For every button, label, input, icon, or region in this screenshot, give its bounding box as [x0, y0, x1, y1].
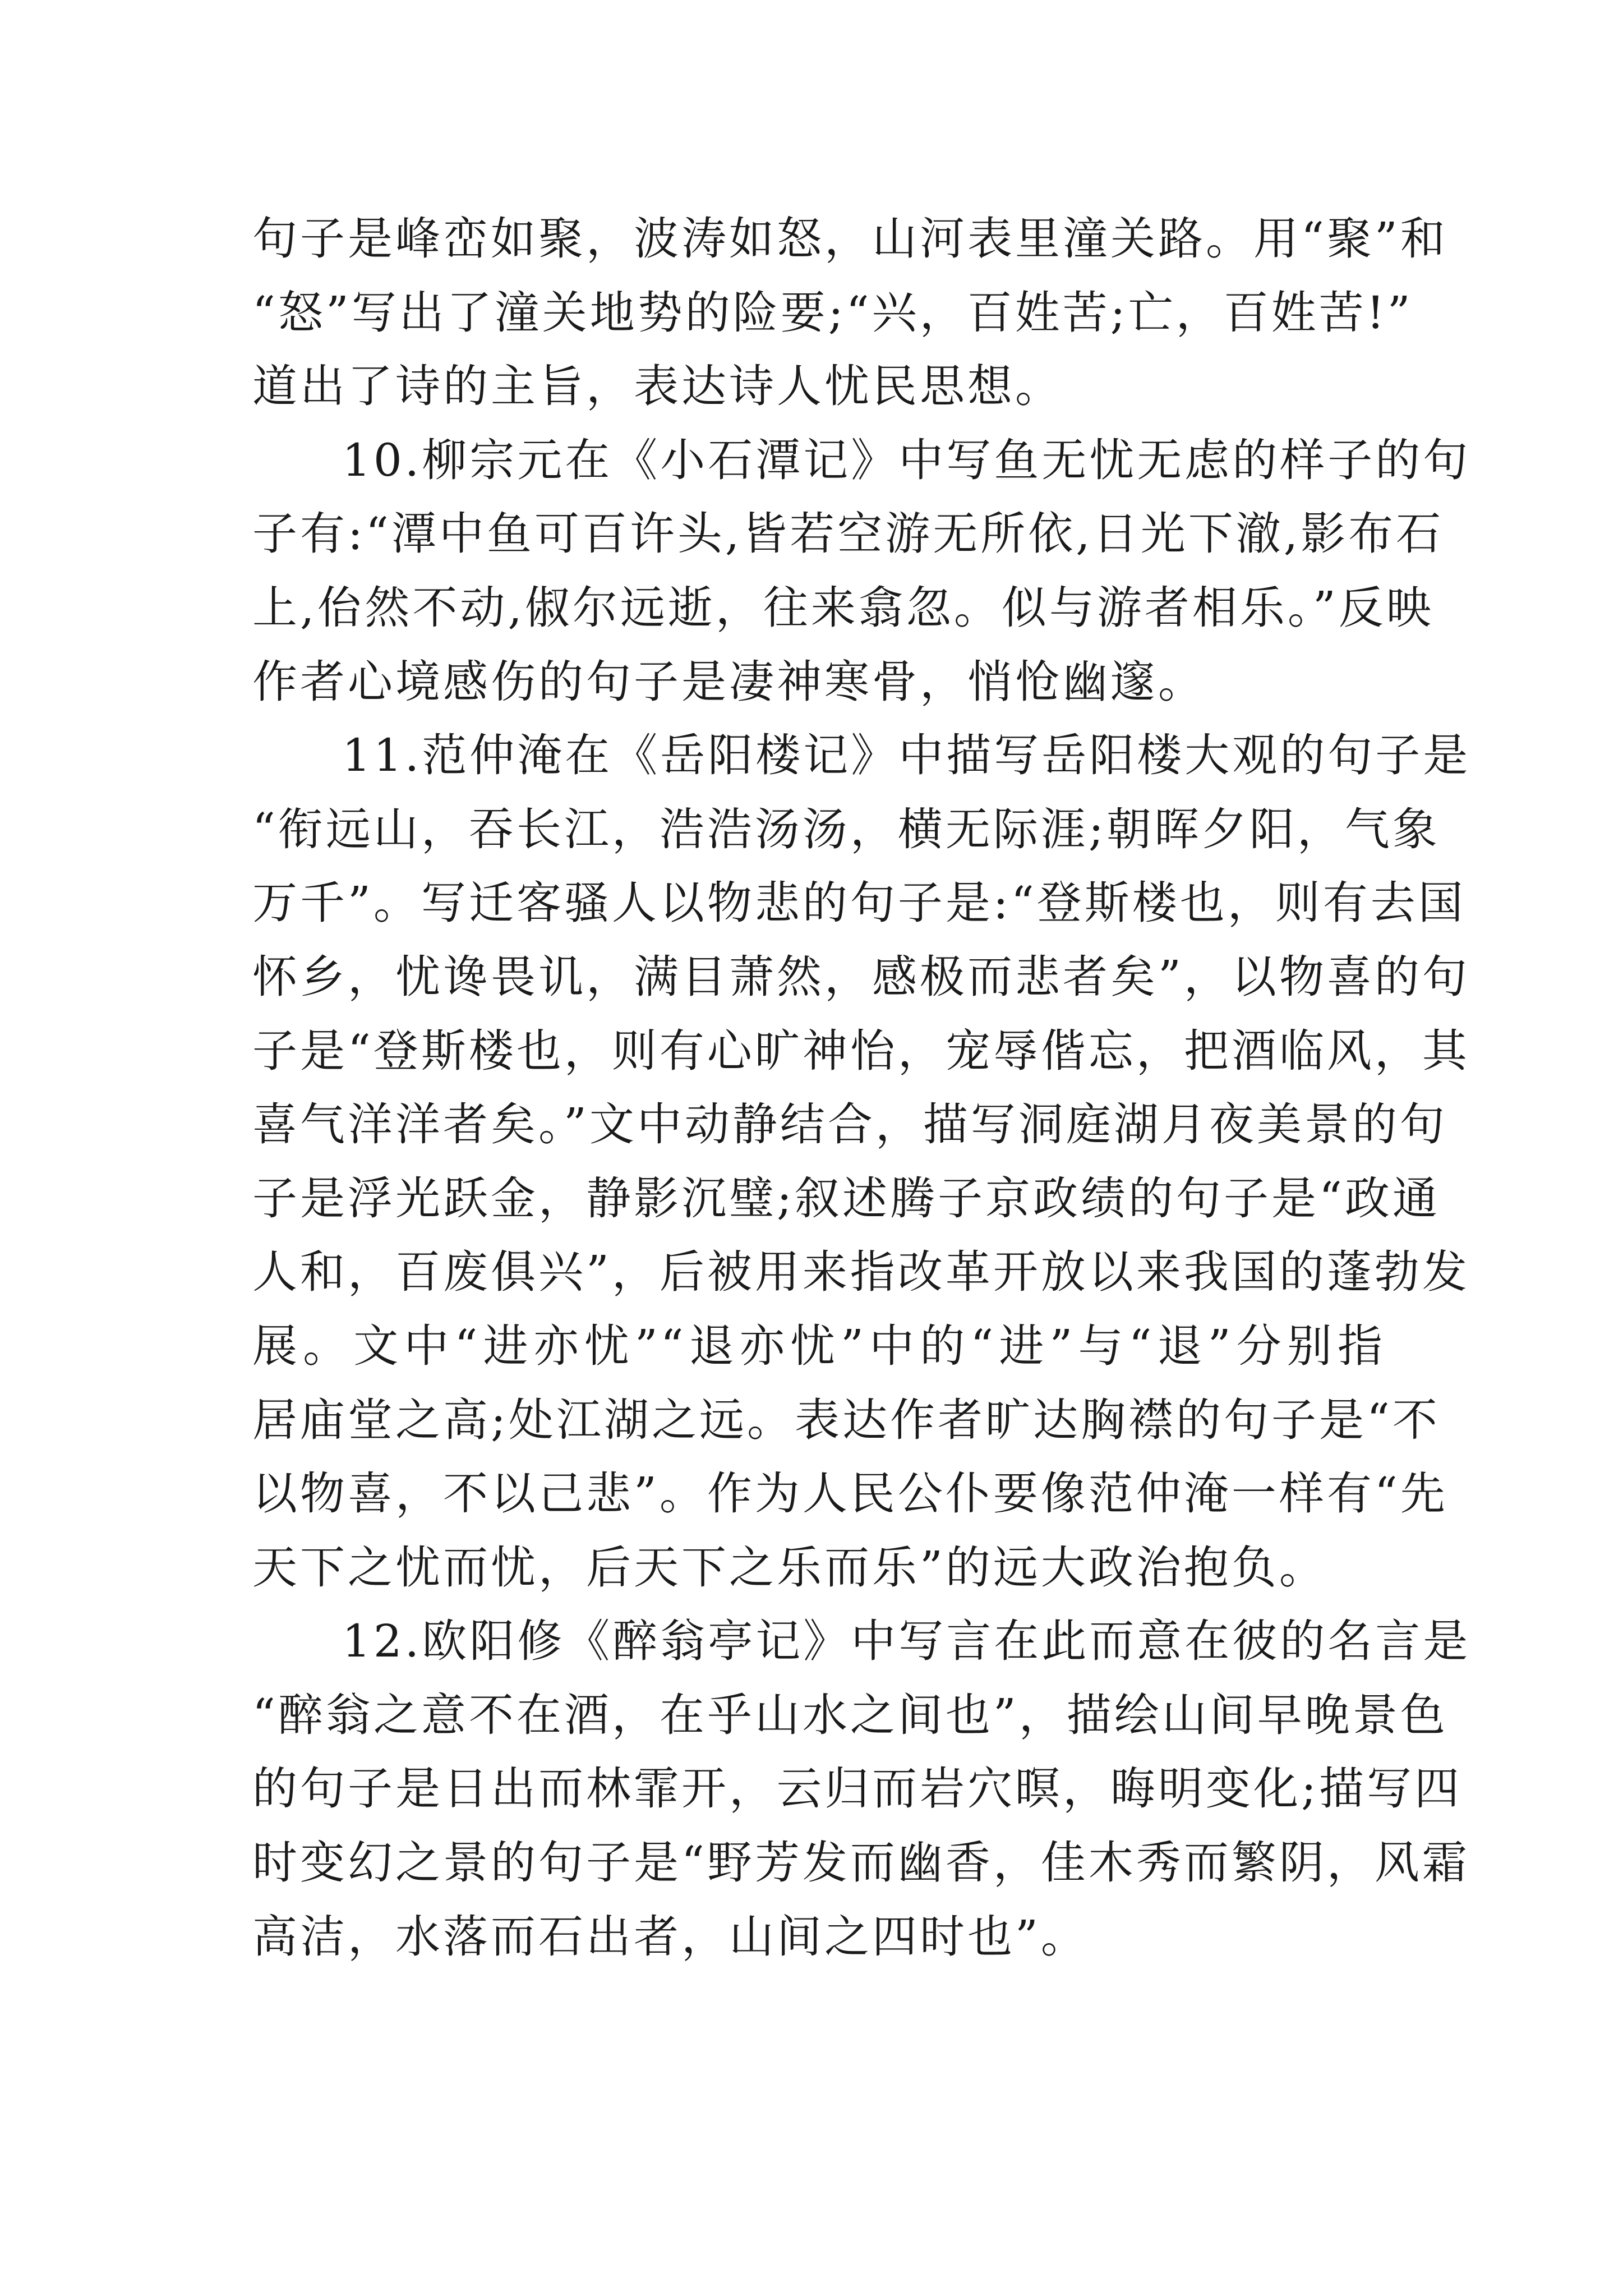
text-line: “衔远山，吞长江，浩浩汤汤，横无际涯;朝晖夕阳，气象 — [252, 803, 1440, 855]
text-line: 10.柳宗元在《小石潭记》中写鱼无忧无虑的样子的句 — [342, 434, 1471, 486]
text-line: “怒”写出了潼关地势的险要;“兴，百姓苦;亡，百姓苦!” — [252, 286, 1413, 339]
text-line: 天下之忧而忧，后天下之乐而乐”的远大政治抱负。 — [252, 1541, 1327, 1594]
text-line: 居庙堂之高;处江湖之远。表达作者旷达胸襟的句子是“不 — [252, 1393, 1440, 1446]
text-line: 以物喜，不以己悲”。作为人民公仆要像范仲淹一样有“先 — [252, 1467, 1448, 1520]
text-line: 句子是峰峦如聚，波涛如怒，山河表里潼关路。用“聚”和 — [252, 213, 1448, 265]
paragraph-item-12 — [252, 1604, 1471, 1973]
text-line: “醉翁之意不在酒，在乎山水之间也”，描绘山间早晚景色 — [252, 1688, 1448, 1741]
paragraph-item-10 — [252, 424, 1471, 719]
body-text — [252, 202, 1471, 1973]
text-line: 展。文中“进亦忧”“退亦忧”中的“进”与“退”分别指 — [252, 1319, 1385, 1372]
text-line: 11.范仲淹在《岳阳楼记》中描写岳阳楼大观的句子是 — [342, 729, 1471, 782]
text-line: 子是“登斯楼也，则有心旷神怡，宠辱偕忘，把酒临风，其 — [252, 1024, 1470, 1077]
text-line: 万千”。写迁客骚人以物悲的句子是:“登斯楼也，则有去国 — [252, 877, 1466, 930]
text-line: 的句子是日出而林霏开，云归而岩穴暝，晦明变化;描写四 — [252, 1763, 1462, 1815]
text-line: 作者心境感伤的句子是凄神寒骨，悄怆幽邃。 — [252, 655, 1206, 708]
text-line: 道出了诗的主旨，表达诗人忧民思想。 — [252, 360, 1063, 413]
text-line: 12.欧阳修《醉翁亭记》中写言在此而意在彼的名言是 — [342, 1615, 1471, 1668]
text-line: 上,佁然不动,俶尔远逝，往来翕忽。似与游者相乐。”反映 — [252, 581, 1434, 634]
text-line: 怀乡，忧谗畏讥，满目萧然，感极而悲者矣”，以物喜的句 — [252, 950, 1470, 1003]
paragraph-continued — [252, 202, 1448, 424]
text-line: 喜气洋洋者矣。”文中动静结合，描写洞庭湖月夜美景的句 — [252, 1098, 1447, 1151]
text-line: 人和，百废俱兴”，后被用来指改革开放以来我国的蓬勃发 — [252, 1246, 1470, 1299]
text-line: 高洁，水落而石出者，山间之四时也”。 — [252, 1910, 1089, 1963]
text-line: 子是浮光跃金，静影沉璧;叙述腾子京政绩的句子是“政通 — [252, 1172, 1440, 1225]
text-line: 时变幻之景的句子是“野芳发而幽香，佳木秀而繁阴，风霜 — [252, 1837, 1470, 1889]
text-line: 子有:“潭中鱼可百许头,皆若空游无所依,日光下澈,影布石 — [252, 508, 1444, 560]
paragraph-item-11 — [252, 719, 1471, 1604]
